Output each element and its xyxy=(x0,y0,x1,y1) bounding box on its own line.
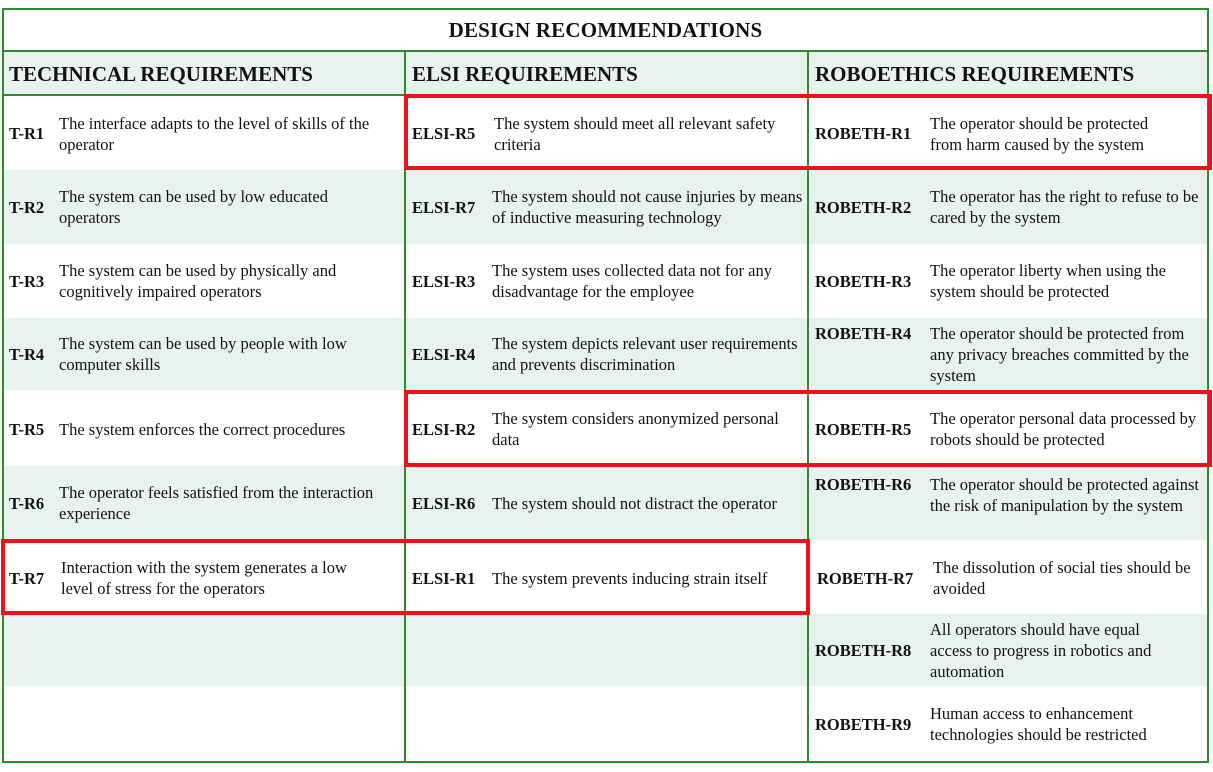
requirement-code: ROBETH-R2 xyxy=(815,197,912,217)
requirement-code: T-R5 xyxy=(9,419,45,439)
requirement-code: T-R7 xyxy=(9,568,45,588)
requirement-text: The operator feels satisfied from the interaction experience xyxy=(59,483,374,523)
table-title: DESIGN RECOMMENDATIONS xyxy=(4,10,1207,52)
requirement-t-r5 xyxy=(9,392,401,466)
requirement-elsi-r4 xyxy=(412,318,805,390)
requirement-robeth-r8 xyxy=(815,614,1207,686)
technical-requirements-header: TECHNICAL REQUIREMENTS xyxy=(9,61,313,86)
requirement-text: The operator has the right to refuse to be cared by the system xyxy=(930,187,1199,227)
requirement-code: T-R1 xyxy=(9,124,45,143)
requirement-code: T-R4 xyxy=(9,344,45,364)
requirement-text: The system should meet all relevant safety criteria xyxy=(494,113,776,154)
elsi-requirements-header: ELSI REQUIREMENTS xyxy=(412,61,638,86)
requirement-code: ROBETH-R5 xyxy=(815,419,912,439)
requirement-code: ELSI-R4 xyxy=(412,344,476,364)
requirement-elsi-r6 xyxy=(412,466,805,540)
requirement-code: ROBETH-R1 xyxy=(815,124,912,143)
requirement-code: ROBETH-R3 xyxy=(815,271,912,291)
requirement-code: ELSI-R5 xyxy=(412,124,476,143)
requirement-text: The system enforces the correct procedures xyxy=(59,419,346,439)
requirement-text: The operator personal data processed by robots should be protected xyxy=(930,409,1197,449)
requirement-text: The system prevents inducing strain itself xyxy=(492,568,768,588)
requirement-text: The system can be used by physically and cognitively impaired operators xyxy=(59,261,337,301)
roboethics-requirements-header: ROBOETHICS REQUIREMENTS xyxy=(815,61,1135,86)
requirement-text: The system can be used by low educated operators xyxy=(59,187,328,227)
requirement-text: The system can be used by people with low computer skills xyxy=(59,334,347,374)
requirement-text: The system should not distract the operator xyxy=(492,493,778,513)
highlight-box-personal-data xyxy=(404,390,1212,467)
highlight-box-safety xyxy=(404,94,1212,170)
requirement-code: T-R6 xyxy=(9,493,45,513)
requirement-robeth-r3 xyxy=(815,244,1207,318)
requirement-code: ELSI-R6 xyxy=(412,493,476,513)
requirement-robeth-r4 xyxy=(815,318,1207,390)
requirement-t-r4 xyxy=(9,318,401,390)
requirement-elsi-r3 xyxy=(412,244,805,318)
requirement-code: ROBETH-R4 xyxy=(815,324,912,343)
requirement-t-r3 xyxy=(9,244,401,318)
requirement-robeth-r2 xyxy=(815,170,1207,244)
requirement-text: All operators should have equal access to progress in robotics and automation xyxy=(930,619,1152,681)
requirement-text: The system uses collected data not for any disadvantage for the employee xyxy=(492,261,772,301)
requirement-robeth-r7 xyxy=(817,542,1207,614)
requirement-text: The operator should be protected from any privacy breaches committed by the system xyxy=(930,324,1189,385)
requirement-code: T-R3 xyxy=(9,271,45,291)
requirement-text: Human access to enhancement technologies should be restricted xyxy=(930,704,1147,744)
requirement-elsi-r7 xyxy=(412,170,805,244)
header-underline xyxy=(4,94,404,96)
requirement-text: The operator should be protected against the risk of manipulation by the system xyxy=(930,475,1199,515)
requirement-text: The operator should be protected from harm caused by the system xyxy=(930,113,1149,154)
requirement-text: The system depicts relevant user requirements and prevents discrimination xyxy=(492,334,798,374)
requirement-text: The interface adapts to the level of skills of the operator xyxy=(59,113,370,154)
requirement-code: ELSI-R3 xyxy=(412,271,476,291)
requirement-code: ROBETH-R9 xyxy=(815,714,912,734)
requirement-text: Interaction with the system generates a low level of stress for the operators xyxy=(61,558,347,598)
highlight-box-stress-strain xyxy=(1,539,810,615)
requirement-robeth-r9 xyxy=(815,688,1207,760)
requirement-t-r1 xyxy=(9,97,401,170)
requirement-text: The operator liberty when using the system should be protected xyxy=(930,261,1166,301)
requirement-text: The dissolution of social ties should be avoided xyxy=(933,558,1191,598)
requirement-robeth-r6 xyxy=(815,466,1207,540)
requirement-text: The system should not cause injuries by means of inductive measuring technology xyxy=(492,187,803,227)
requirement-code: ROBETH-R7 xyxy=(817,568,914,588)
requirement-code: ELSI-R1 xyxy=(412,568,476,588)
requirement-code: T-R2 xyxy=(9,197,45,217)
requirement-text: The system considers anonymized personal data xyxy=(492,409,779,449)
requirement-code: ELSI-R2 xyxy=(412,419,476,439)
requirement-t-r6 xyxy=(9,466,401,540)
requirement-code: ROBETH-R6 xyxy=(815,475,912,494)
requirement-code: ELSI-R7 xyxy=(412,197,476,217)
requirement-t-r2 xyxy=(9,170,401,244)
requirement-code: ROBETH-R8 xyxy=(815,640,912,660)
